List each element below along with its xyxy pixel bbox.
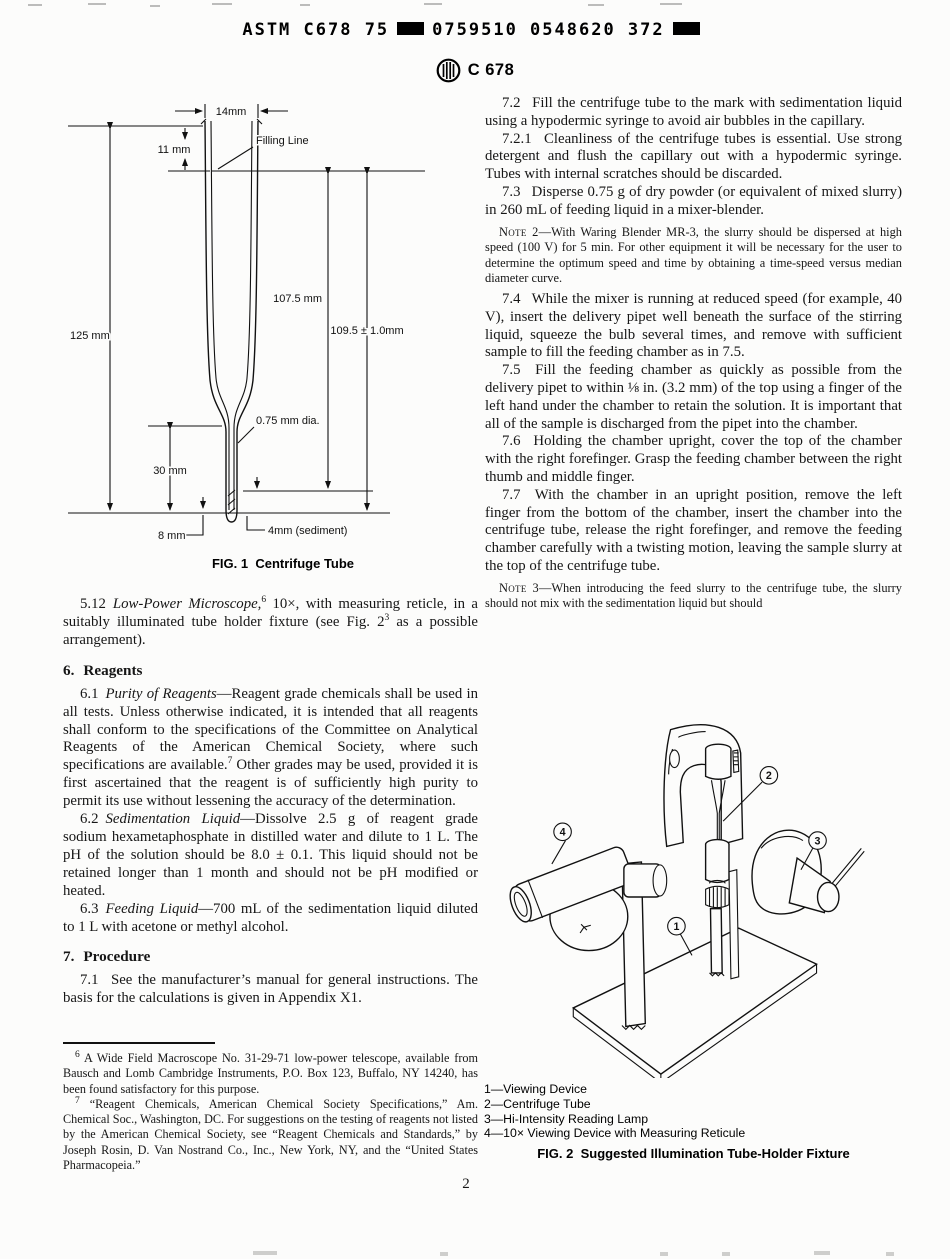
section-heading-6-reagents: 6. Reagents — [63, 661, 143, 679]
dim-label-30mm: 30 mm — [153, 465, 187, 477]
legend-item-2: 2—Centrifuge Tube — [484, 1096, 591, 1111]
astm-logo-icon — [436, 58, 461, 83]
fig2-fixture-drawing — [482, 716, 902, 1078]
scan-artifact — [424, 3, 442, 5]
fig1-caption-title: Centrifuge Tube — [255, 556, 355, 571]
paragraph-7-2-1: 7.2.1 Cleanliness of the centrifuge tubes is essential. Use strong detergent and flush the capillary out with a hypodermic syringe. Tubes with internal scratches should be discarded. — [485, 130, 902, 183]
paragraph-5-12: 5.12 Low-Power Microscope,$^6$ 10×, with measuring reticle, in a suitably illuminated tube holder fixture (see Fig. $2^3$ as a possible arrangement). — [63, 595, 478, 648]
dim-label-125mm: 125 mm — [70, 330, 110, 342]
designation-line — [0, 58, 950, 88]
scan-artifact — [300, 4, 310, 6]
legend-item-1: 1—Viewing Device — [484, 1082, 587, 1096]
svg-text:2: 2 — [765, 770, 772, 783]
ocr-block-icon — [673, 22, 700, 35]
footnote-rule — [63, 1042, 215, 1044]
fig2-caption — [485, 1146, 902, 1161]
callout-1 — [668, 917, 692, 955]
header-ocr-line — [0, 20, 950, 40]
legend-item-4: 4—10× Viewing Device with Measuring Reticule — [484, 1126, 746, 1141]
footnotes-block — [63, 1042, 478, 1173]
scan-artifact — [88, 3, 106, 5]
svg-text:3: 3 — [814, 835, 821, 848]
ocr-text-left: ASTM C678 75 — [242, 20, 390, 40]
paragraph-7-6: 7.6 Holding the chamber upright, cover the top of the chamber with the right forefinger. Grasp the feeding chamber between the right thumb and middle finger. — [485, 433, 902, 485]
dim-label-109-5mm: 109.5 ± 1.0mm — [330, 325, 404, 337]
scan-artifact — [660, 3, 682, 5]
dim-label-107-5mm: 107.5 mm — [273, 293, 322, 305]
scan-artifact — [212, 3, 232, 5]
note-2: Note 2—With Waring Blender MR-3, the slurry should be dispersed at high speed (100 V) for 5 min. For other equipment it will be necessary for the user to determine the optimum speed and time by obtaining a time-speed versus median diameter curve. — [485, 224, 902, 286]
footnote-6: $^6$ A Wide Field Macroscope No. 31-29-71 low-power telescope, available from Bausch and Lomb Cambridge Instruments, P.O. Box 123, Buffalo, NY 14240, has been found satisfactory for this purpose. — [63, 1049, 478, 1096]
scan-artifact — [440, 1252, 448, 1256]
legend-item-3: 3—Hi-Intensity Reading Lamp — [484, 1111, 649, 1126]
fig2-legend — [484, 1082, 901, 1141]
dim-label-8mm: 8 mm — [158, 530, 186, 542]
paragraph-7-2: 7.2 Fill the centrifuge tube to the mark with sedimentation liquid using a hypodermic syringe to avoid air bubbles in the capillary. — [485, 95, 902, 129]
scan-artifact — [588, 4, 604, 6]
paragraph-6-1: 6.1 Purity of Reagents—Reagent grade chemicals shall be used in all tests. Unless otherwise indicated, it is intended that all reagents shall conform to the specifications of the Committee on Analytical Reagents of the American Chemical Society, where such specifications are available.$^7$ Other grades may be used, provided it is first ascertained that the reagent is of sufficiently high purity to permit its use without lessening the accuracy of the determination. — [63, 685, 478, 810]
fig1-caption-num: FIG. 1 — [211, 556, 249, 571]
dim-label-4mm-sediment: 4mm (sediment) — [268, 525, 348, 537]
svg-text:4: 4 — [559, 826, 566, 839]
doc-code: C 678 — [467, 61, 515, 79]
label-filling-line: Filling Line — [256, 135, 309, 147]
dim-label-0-75mm-dia: 0.75 mm dia. — [256, 415, 320, 427]
scan-artifact — [28, 4, 42, 6]
scan-artifact — [660, 1252, 668, 1256]
dim-label-14mm: 14mm — [215, 106, 247, 118]
ocr-block-icon — [397, 22, 424, 35]
scan-artifact — [814, 1251, 830, 1255]
fig2-caption-title: Suggested Illumination Tube-Holder Fixture — [580, 1146, 850, 1161]
paragraph-7-4: 7.4 While the mixer is running at reduced speed (for example, 40 V), insert the delivery pipet well beneath the surface of the stirring liquid, squeeze the bulb several times, and remove with sufficient sample to fill the feeding chamber as in 7.5. — [485, 290, 902, 361]
note-3: Note 3—When introducing the feed slurry to the centrifuge tube, the slurry should not mix with the sedimentation liquid but should — [485, 580, 902, 611]
paragraph-7-5: 7.5 Fill the feeding chamber as quickly as possible from the delivery pipet to within ⅛ in. (3.2 mm) of the top using a finger of the left hand under the chamber to retain the solution. It is important that all of the sample is discharged from the pipet into the chamber. — [485, 362, 902, 432]
callout-4 — [552, 823, 571, 864]
page-number: 2 — [462, 1176, 470, 1192]
left-column — [63, 596, 478, 1008]
fig1-caption — [73, 556, 493, 571]
right-column — [485, 95, 902, 616]
scan-artifact — [722, 1252, 730, 1256]
paragraph-6-2: 6.2 Sedimentation Liquid—Dissolve 2.5 g of reagent grade sodium hexametaphosphate in distilled water and dilute to 1 L. The pH of the solution should be 8.0 ± 0.1. This liquid should not be retained longer than 1 month and should not be pH modified or heated. — [63, 811, 478, 899]
scan-artifact — [253, 1251, 277, 1255]
scan-artifact — [886, 1252, 894, 1256]
scan-artifact — [150, 5, 160, 7]
section-heading-7-procedure: 7. Procedure — [63, 948, 151, 966]
ocr-text-right: 0759510 0548620 372 — [432, 20, 665, 40]
svg-text:1: 1 — [673, 921, 680, 934]
paragraph-6-3: 6.3 Feeding Liquid—700 mL of the sedimentation liquid diluted to 1 L with acetone or methyl alcohol. — [63, 900, 478, 935]
paragraph-7-1: 7.1 See the manufacturer’s manual for general instructions. The basis for the calculations is given in Appendix X1. — [63, 972, 478, 1007]
paragraph-7-3: 7.3 Disperse 0.75 g of dry powder (or equivalent of mixed slurry) in 260 mL of feeding liquid in a mixer-blender. — [485, 183, 902, 218]
base-plate — [573, 928, 816, 1074]
fig1-centrifuge-tube-drawing — [60, 96, 460, 566]
paragraph-7-7: 7.7 With the chamber in an upright position, remove the left finger from the bottom of the chamber, insert the chamber into the centrifuge tube, release the right forefinger, and remove the feeding chamber carefully with a twisting motion, leaving the sample slurry at the top of the centrifuge tube. — [485, 486, 902, 574]
fig2-caption-num: FIG. 2 — [537, 1146, 574, 1161]
footnote-7: $^7$ “Reagent Chemicals, American Chemical Society Specifications,” Am. Chemical Soc., Washington, DC. For suggestions on the testing of reagents not listed by the American Chemical Society, see “Reagent Chemicals and Standards,” by Joseph Rosin, D. Van Nostrand Co., Inc., New York, NY, and the “United States Pharmacopeia.” — [63, 1095, 478, 1173]
reading-lamp-part — [752, 830, 864, 914]
dim-label-11mm: 11 mm — [157, 144, 191, 156]
